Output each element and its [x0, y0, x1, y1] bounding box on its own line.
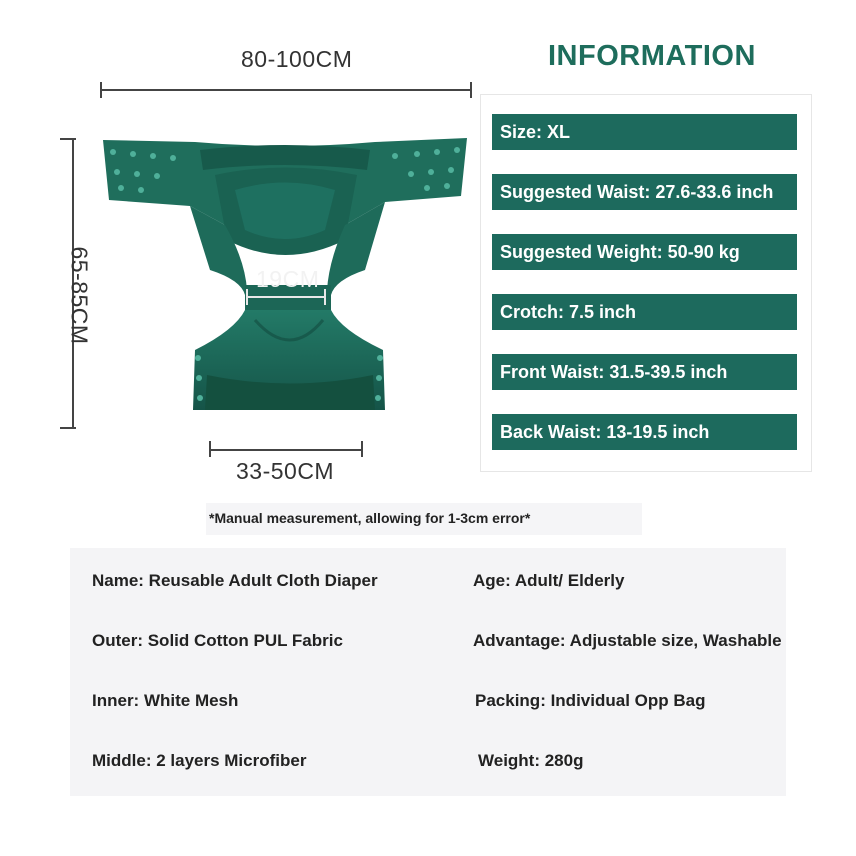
spec-age: Age: Adult/ Elderly [473, 571, 625, 590]
spec-name: Name: Reusable Adult Cloth Diaper [92, 571, 378, 590]
spec-outer: Outer: Solid Cotton PUL Fabric [92, 631, 343, 650]
information-title: INFORMATION [548, 40, 756, 72]
height-dimension-tick-bottom [60, 427, 76, 429]
crotch-dimension-tick-left [246, 289, 248, 305]
bottom-dimension-line [209, 449, 363, 451]
info-suggested-weight: Suggested Weight: 50-90 kg [492, 234, 797, 270]
spec-inner: Inner: White Mesh [92, 691, 239, 710]
width-dimension-line [100, 89, 472, 91]
width-dimension-tick-right [470, 82, 472, 98]
crotch-dimension-line [246, 296, 326, 298]
height-dimension-label: 65-85CM [66, 246, 93, 345]
crotch-dimension-label: 19CM [256, 266, 320, 292]
crotch-dimension-tick-right [324, 289, 326, 305]
spec-packing: Packing: Individual Opp Bag [475, 691, 706, 710]
width-dimension-label: 80-100CM [241, 46, 353, 72]
spec-advantage: Advantage: Adjustable size, Washable [473, 631, 782, 650]
info-size: Size: XL [492, 114, 797, 150]
spec-weight: Weight: 280g [478, 751, 584, 770]
height-dimension-tick-top [60, 138, 76, 140]
info-front-waist: Front Waist: 31.5-39.5 inch [492, 354, 797, 390]
info-suggested-waist: Suggested Waist: 27.6-33.6 inch [492, 174, 797, 210]
info-crotch: Crotch: 7.5 inch [492, 294, 797, 330]
bottom-dimension-tick-left [209, 441, 211, 457]
spec-middle: Middle: 2 layers Microfiber [92, 751, 307, 770]
bottom-dimension-label: 33-50CM [236, 458, 335, 484]
info-back-waist: Back Waist: 13-19.5 inch [492, 414, 797, 450]
bottom-dimension-tick-right [361, 441, 363, 457]
measurement-note: *Manual measurement, allowing for 1-3cm error* [206, 503, 642, 535]
width-dimension-tick-left [100, 82, 102, 98]
